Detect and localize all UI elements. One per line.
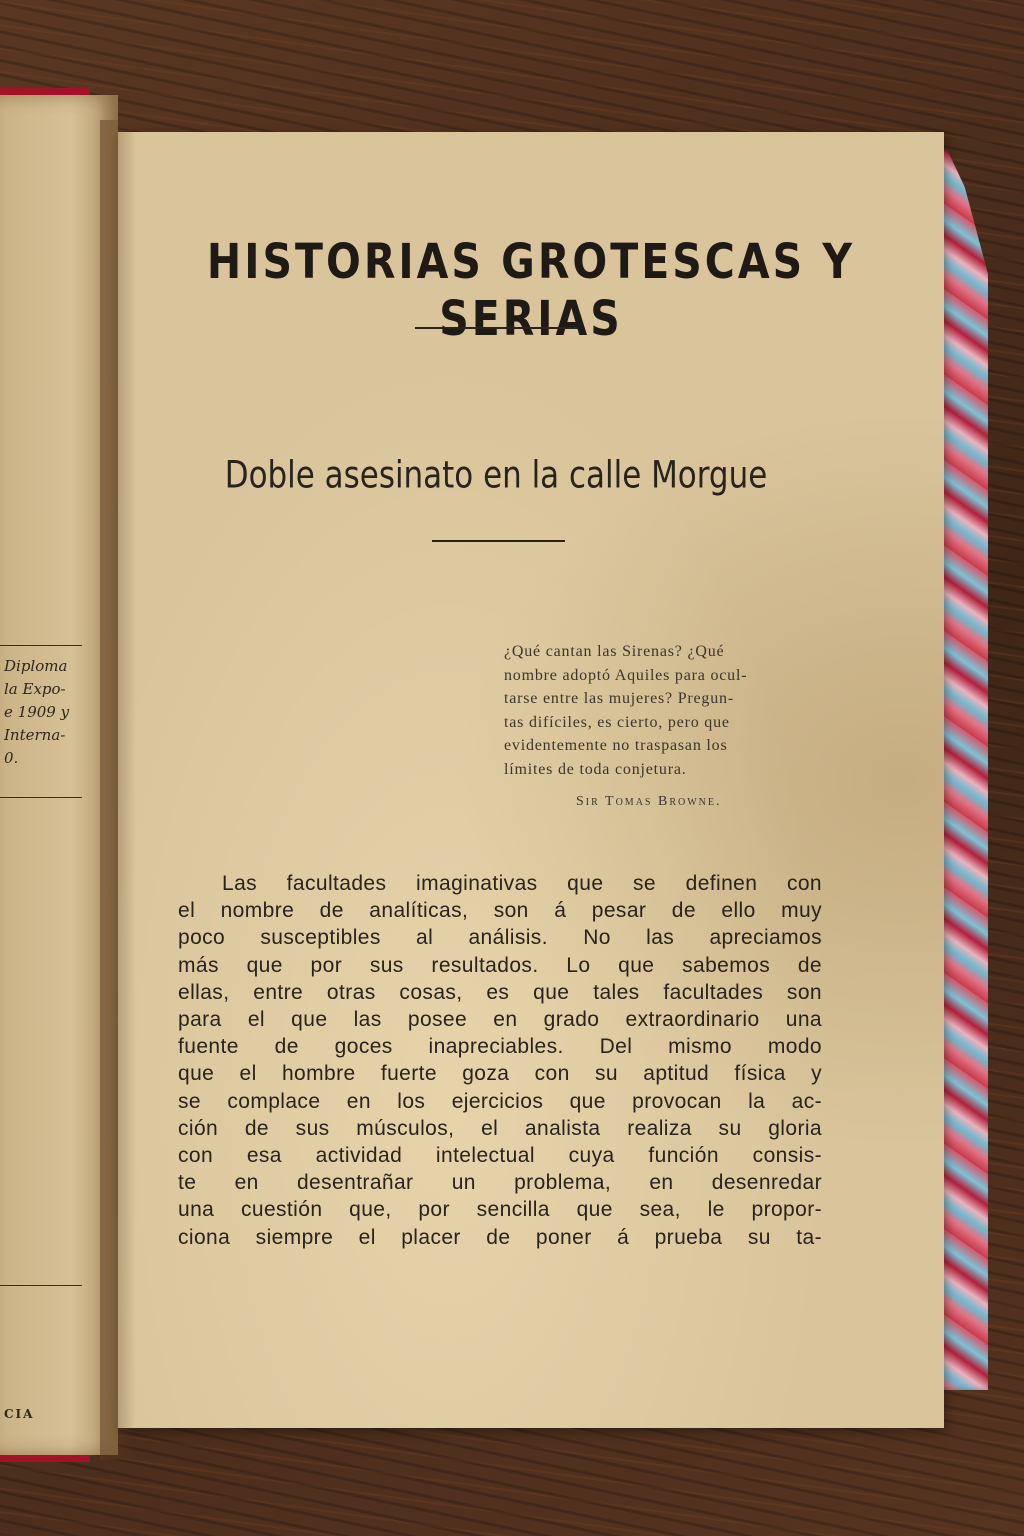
- book-gutter-shadow: [100, 120, 136, 1460]
- body-line: más que por sus resultados. Lo que sabemos de: [178, 953, 822, 977]
- epigraph-line: evidentemente no traspasan los: [504, 737, 728, 755]
- body-line: ellas, entre otras cosas, es que tales facultades son: [178, 980, 822, 1004]
- body-paragraph: [178, 870, 822, 1251]
- left-rule-footer: [0, 1285, 82, 1286]
- left-note-line: la Expo-: [4, 680, 66, 698]
- epigraph-line: nombre adoptó Aquiles para ocul-: [504, 666, 748, 684]
- left-note-line: Diploma: [4, 657, 68, 675]
- body-line: para el que las posee en grado extraordinario una: [178, 1008, 822, 1032]
- body-line: ciona siempre el placer de poner á prueba su ta-: [178, 1225, 822, 1249]
- body-line: ción de sus músculos, el analista realiza su gloria: [178, 1116, 822, 1140]
- epigraph: [504, 640, 816, 782]
- left-note-line: 0.: [4, 749, 19, 767]
- page-title: HISTORIAS GROTESCAS Y SERIAS: [206, 233, 856, 347]
- left-page-footer: CIA: [4, 1407, 35, 1421]
- epigraph-line: ¿Qué cantan las Sirenas? ¿Qué: [504, 643, 725, 660]
- left-rule-bottom: [0, 797, 82, 798]
- title-divider: [415, 327, 578, 329]
- chapter-title: Doble asesinato en la calle Morgue: [224, 454, 768, 498]
- left-note-line: e 1909 y: [4, 703, 70, 721]
- epigraph-line: límites de toda conjetura.: [504, 760, 687, 778]
- left-rule-top: [0, 645, 82, 646]
- body-line: el nombre de analíticas, son á pesar de ello muy: [178, 899, 822, 923]
- chapter-divider: [432, 540, 565, 542]
- body-line: una cuestión que, por sencilla que sea, le propor-: [178, 1198, 822, 1222]
- body-line: Las facultades imaginativas que se definen con: [222, 872, 822, 895]
- body-line: poco susceptibles al análisis. No las apreciamos: [178, 926, 822, 950]
- body-line: que el hombre fuerte goza con su aptitud física y: [178, 1062, 822, 1086]
- body-line: con esa actividad intelectual cuya función consis-: [178, 1144, 822, 1168]
- epigraph-line: tas difíciles, es cierto, pero que: [504, 713, 730, 731]
- epigraph-attribution: Sir Tomas Browne.: [576, 794, 722, 809]
- left-note-line: Interna-: [4, 726, 66, 744]
- body-line: se complace en los ejercicios que provocan la ac-: [178, 1089, 822, 1113]
- body-line: te en desentrañar un problema, en desenredar: [178, 1171, 822, 1195]
- body-line: fuente de goces inapreciables. Del mismo modo: [178, 1035, 822, 1059]
- right-page: [118, 132, 944, 1428]
- epigraph-line: tarse entre las mujeres? Pregun-: [504, 690, 734, 708]
